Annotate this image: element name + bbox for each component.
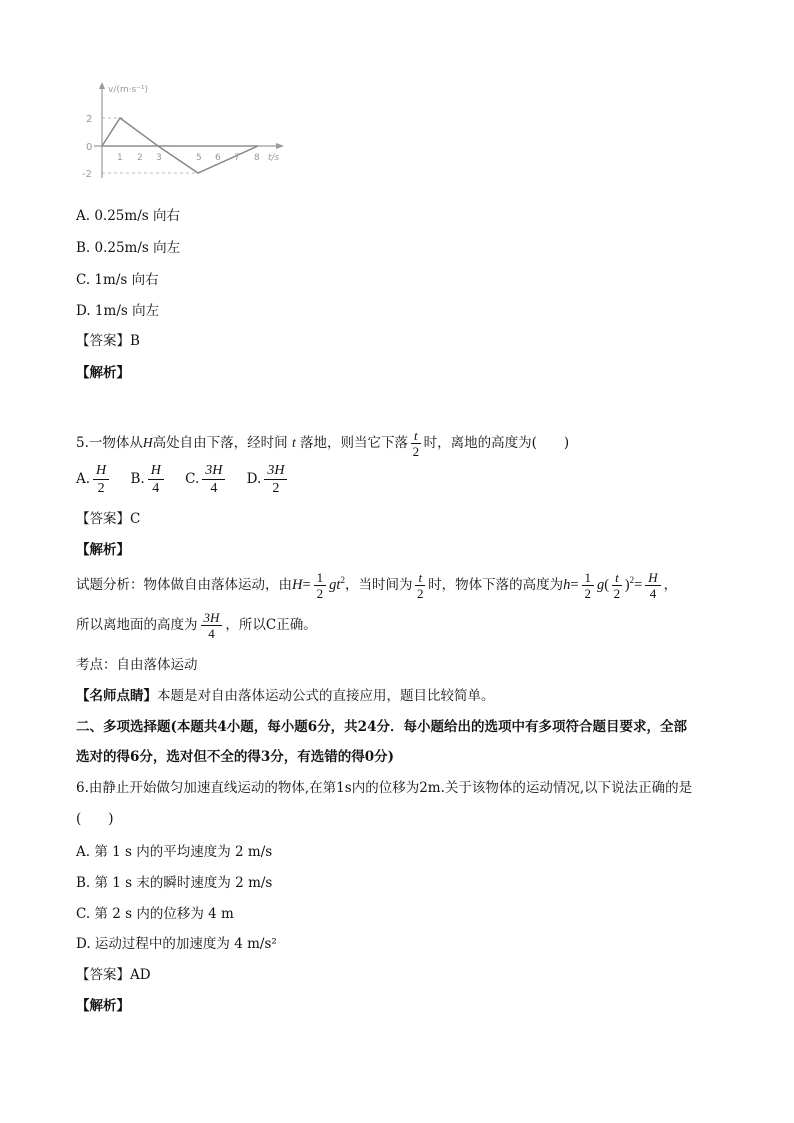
q4-option-a: A. 0.25m/s 向右 (76, 208, 180, 224)
q6-answer: 【答案】AD (76, 967, 151, 983)
x-tick-1: 1 (117, 153, 123, 163)
q5-stem-part-a: 5.一物体从 (76, 435, 143, 451)
q6-option-a: A. 第 1 s 内的平均速度为 2 m/s (76, 844, 273, 860)
q6-stem-line1: 6.由静止开始做匀加速直线运动的物体,在第1s内的位移为2m.关于该物体的运动情况,以下说法正确的是 (76, 780, 693, 796)
q5-fraction-t-over-2: $\frac{t}{2}$ (412, 428, 420, 459)
q6-option-d: D. 运动过程中的加速度为 4 m/s² (76, 936, 277, 952)
formula-h-half-height: h= $\frac{1}{2}$ g( $\frac{t}{2}$ )$^2$= $\frac{H}{4}$ (563, 577, 664, 593)
q5-stem-part-d: 时，离地的高度为( ) (423, 435, 570, 451)
q5-var-t: t (291, 435, 296, 450)
q4-analysis-heading: 【解析】 (76, 365, 130, 381)
x-axis-label: t/s (268, 153, 280, 163)
x-tick-6: 6 (215, 153, 221, 163)
q5-var-h: H (142, 435, 153, 450)
y-tick-0: 0 (86, 142, 93, 153)
y-tick-2: 2 (86, 114, 93, 125)
q5-key-point: 考点：自由落体运动 (76, 657, 198, 673)
q4-option-d: D. 1m/s 向左 (76, 303, 160, 319)
x-tick-3: 3 (156, 153, 162, 163)
q5-teacher-note: 【名师点睛】本题是对自由落体运动公式的直接应用，题目比较简单。 (76, 688, 495, 704)
section2-heading-line2: 选对的得6分，选对但不全的得3分，有选错的得0分) (76, 749, 395, 765)
q5-stem-part-b: 高处自由下落，经时间 (152, 435, 288, 451)
q5-analysis-heading: 【解析】 (76, 542, 130, 558)
q5-options (76, 462, 304, 497)
y-tick-neg2: -2 (82, 169, 92, 180)
y-axis-label: v/(m·s⁻¹) (108, 85, 149, 95)
q5-option-b: B. $\frac{H}{4}$ (130, 462, 166, 497)
q6-analysis-heading: 【解析】 (76, 998, 130, 1014)
q5-option-d: D. $\frac{3H}{2}$ (247, 462, 291, 497)
q4-option-b: B. 0.25m/s 向左 (76, 240, 181, 256)
q5-solution-line1: 试题分析：物体做自由落体运动，由H= $\frac{1}{2}$ $gt^2$，当时间为 $\frac{t}{2}$ 时，物体下落的高度为h= $\frac{1}{2}$ g( $\frac{t}{2}$ )$^2$= $\frac{H}{4}$ ， (76, 570, 678, 602)
x-tick-8: 8 (254, 153, 260, 163)
q5-option-a: A. $\frac{H}{2}$ (76, 462, 112, 497)
q5-answer: 【答案】C (76, 511, 141, 527)
formula-h-equals-half-gt2: H= $\frac{1}{2}$ $gt^2$ (292, 570, 345, 602)
q4-answer: 【答案】B (76, 333, 140, 349)
q5-option-c: C. $\frac{3H}{4}$ (185, 462, 228, 497)
q5-stem-part-c: 落地，则当它下落 (300, 435, 408, 451)
x-tick-5: 5 (196, 153, 202, 163)
q6-stem-line2: ( ) (76, 811, 114, 827)
velocity-time-graph (80, 78, 300, 188)
q5-height-3h-over-4: $\frac{3H}{4}$ (201, 610, 223, 641)
x-tick-7: 7 (234, 153, 240, 163)
q4-option-c: C. 1m/s 向右 (76, 272, 159, 288)
q5-stem (76, 428, 569, 459)
q6-option-b: B. 第 1 s 末的瞬时速度为 2 m/s (76, 875, 273, 891)
x-tick-2: 2 (137, 153, 143, 163)
section2-heading-line1: 二、多项选择题(本题共4小题，每小题6分，共24分．每小题给出的选项中有多项符合题目要求，全部 (76, 719, 687, 735)
q6-option-c: C. 第 2 s 内的位移为 4 m (76, 906, 234, 922)
q5-time-t-over-2: $\frac{t}{2}$ (417, 570, 424, 601)
q5-solution-line2: 所以离地面的高度为 $\frac{3H}{4}$ ，所以C正确。 (76, 610, 317, 641)
